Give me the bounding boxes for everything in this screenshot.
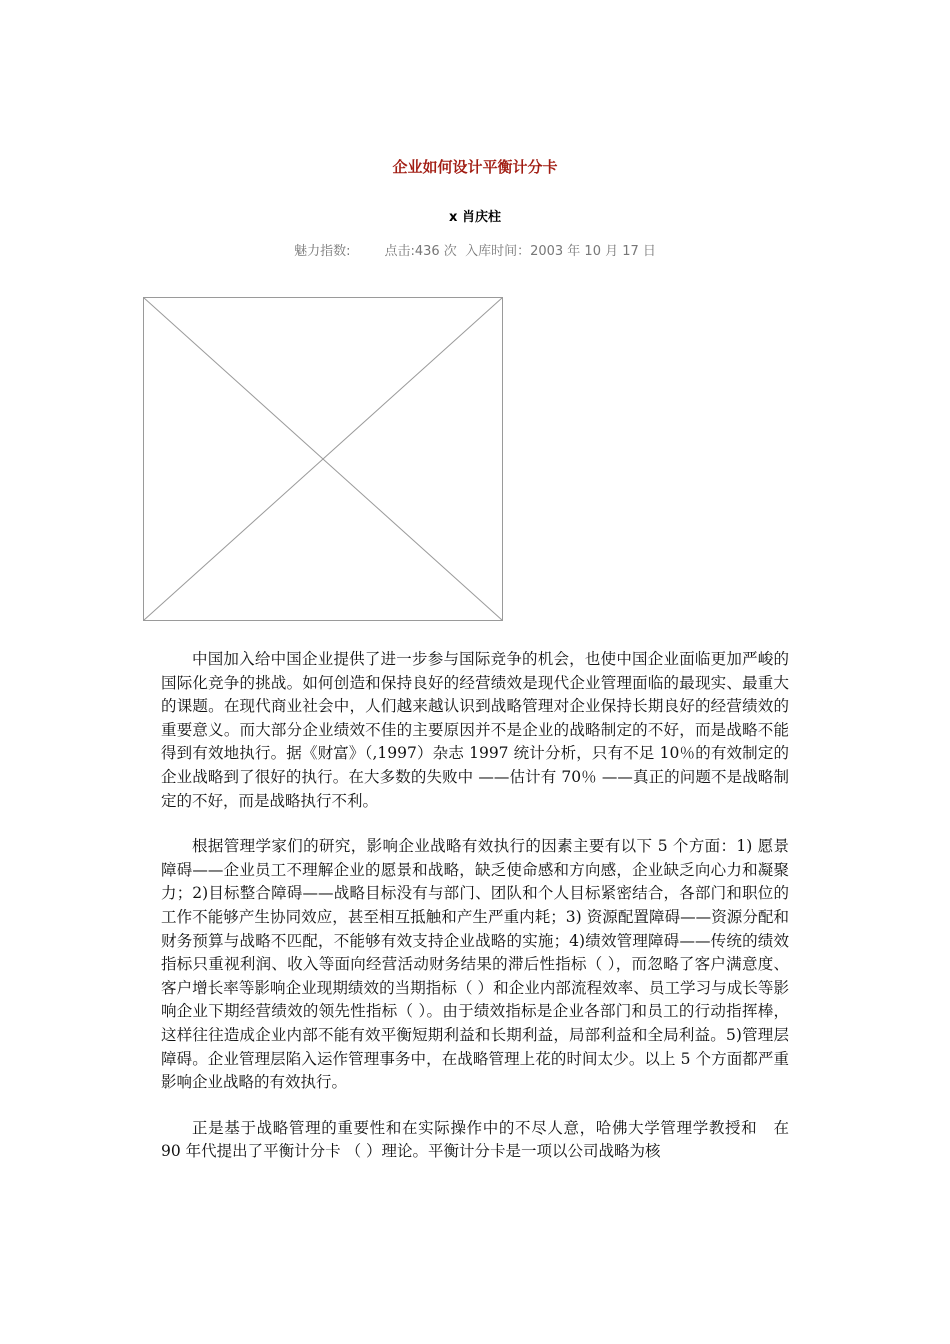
article-meta — [0, 242, 950, 262]
body-paragraph: 根据管理学家们的研究，影响企业战略有效执行的因素主要有以下 5 个方面：1) 愿景障碍——企业员工不理解企业的愿景和战略，缺乏使命感和方向感，企业缺乏向心力和凝聚力；2)目标整合障碍——战略目标没有与部门、团队和个人目标紧密结合，各部门和职位的工作不能够产生协同效应，甚至相互抵触和产生严重内耗；3) 资源配置障碍——资源分配和财务预算与战略不匹配，不能够有效支持企业战略的实施；4)绩效管理障碍——传统的绩效指标只重视利润、收入等面向经营活动财务结果的滞后性指标（ ），而忽略了客户满意度、客户增长率等影响企业现期绩效的当期指标（ ）和企业内部流程效率、员工学习与成长等影响企业下期经营绩效的领先性指标（ ）。由于绩效指标是企业各部门和员工的行动指挥棒，这样往往造成企业内部不能有效平衡短期利益和长期利益，局部利益和全局利益。5)管理层障碍。企业管理层陷入运作管理事务中，在战略管理上花的时间太少。以上 5 个方面都严重影响企业战略的有效执行。 — [161, 837, 789, 1092]
article-stats: 点击:436 次 入库时间：2003 年 10 月 17 日 — [384, 244, 656, 259]
article-author: x 肖庆柱 — [449, 210, 501, 225]
broken-image-placeholder — [143, 297, 503, 621]
charm-index-label: 魅力指数: — [294, 244, 351, 259]
image-placeholder-icon — [143, 297, 503, 621]
body-paragraph: 正是基于战略管理的重要性和在实际操作中的不尽人意，哈佛大学管理学教授和 在 90 年代提出了平衡计分卡 （ ）理论。平衡计分卡是一项以公司战略为核 — [161, 1118, 789, 1161]
article-body — [161, 648, 789, 1186]
body-paragraph: 中国加入给中国企业提供了进一步参与国际竞争的机会，也使中国企业面临更加严峻的国际化竞争的挑战。如何创造和保持良好的经营绩效是现代企业管理面临的最现实、最重大的课题。在现代商业社会中，人们越来越认识到战略管理对企业保持长期良好的经营绩效的重要意义。而大部分企业绩效不佳的主要原因并不是企业的战略制定的不好，而是战略不能得到有效地执行。据《财富》（,1997）杂志 1997 统计分析，只有不足 10％的有效制定的企业战略到了很好的执行。在大多数的失败中 ——估计有 70％ ——真正的问题不是战略制定的不好，而是战略执行不利。 — [161, 650, 789, 810]
article-title: 企业如何设计平衡计分卡 — [392, 158, 558, 176]
